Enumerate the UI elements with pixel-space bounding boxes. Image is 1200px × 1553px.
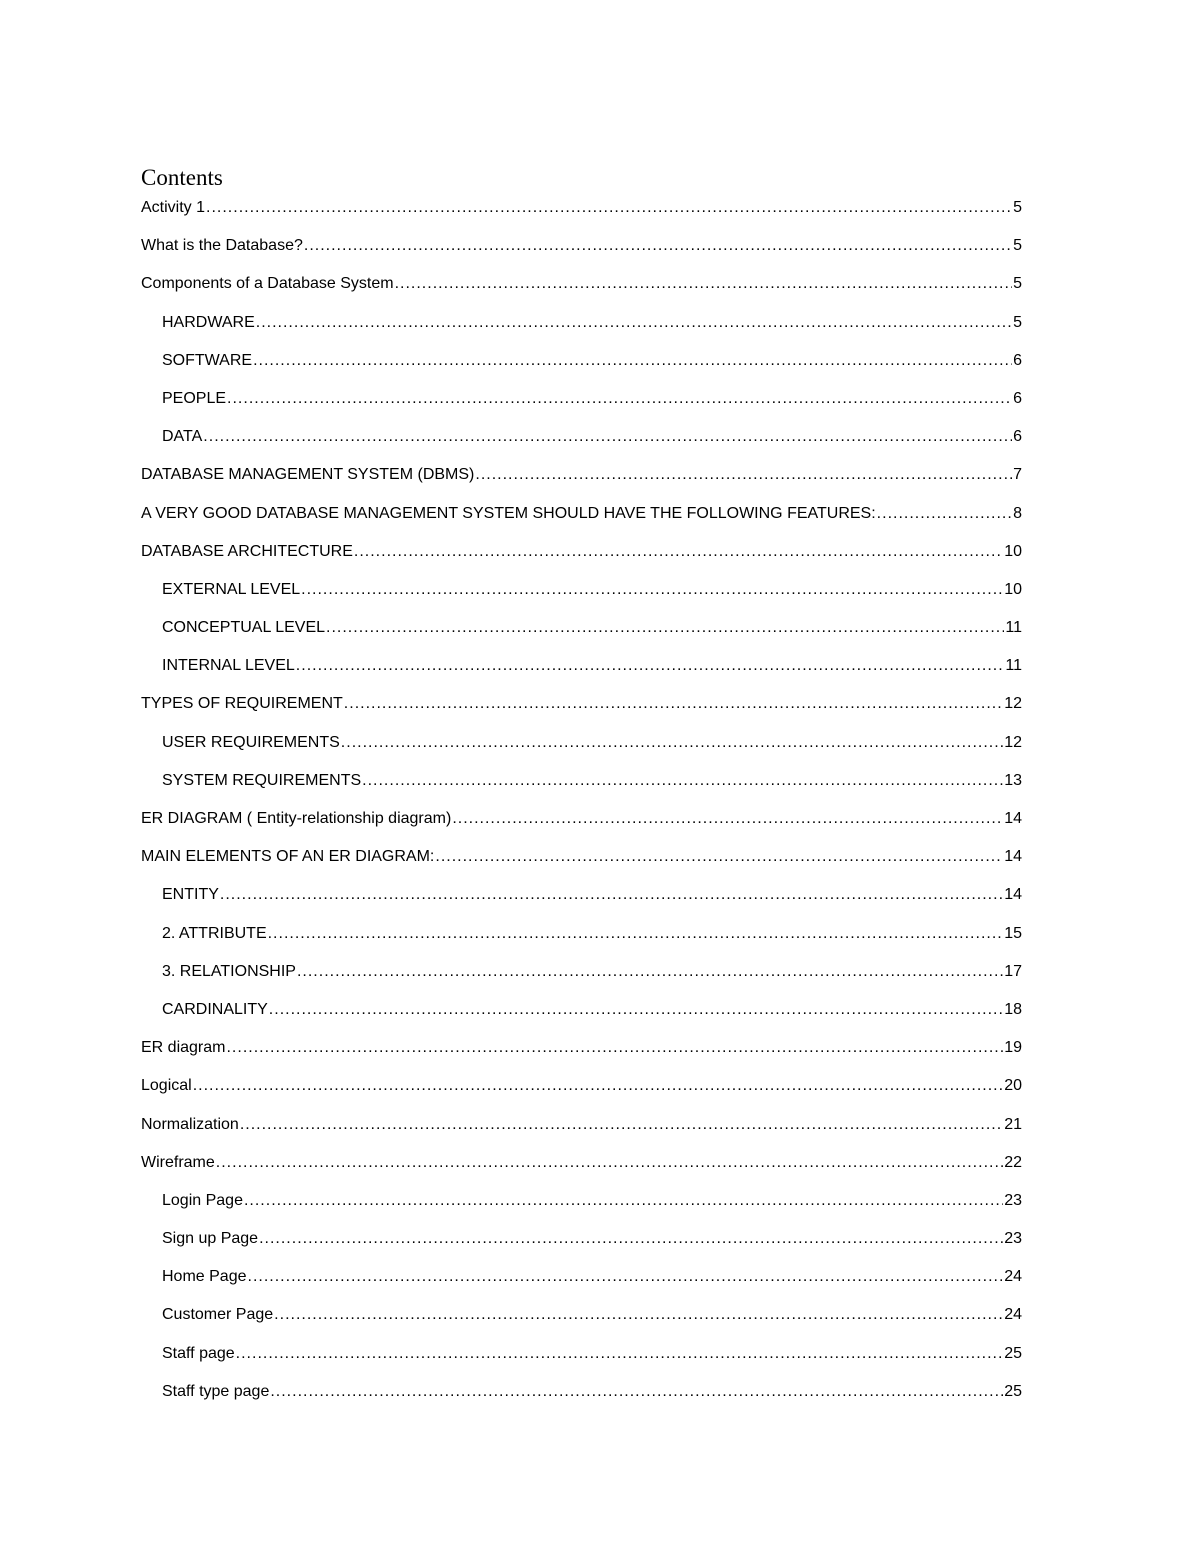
toc-entry[interactable] xyxy=(141,193,1022,231)
toc-dot-leader xyxy=(244,1186,1003,1216)
toc-dot-leader xyxy=(326,613,1004,643)
toc-dot-leader xyxy=(344,689,1003,719)
toc-entry-label: SOFTWARE xyxy=(162,351,253,369)
toc-dot-leader xyxy=(259,1224,1003,1254)
toc-entry-page-number: 6 xyxy=(1013,389,1022,407)
toc-entry[interactable] xyxy=(141,1110,1022,1148)
toc-entry[interactable] xyxy=(141,1339,1022,1377)
toc-dot-leader xyxy=(256,308,1012,338)
toc-entry[interactable] xyxy=(141,689,1022,727)
toc-entry-label: Staff type page xyxy=(162,1382,270,1400)
toc-dot-leader xyxy=(435,842,1003,872)
toc-entry-label: HARDWARE xyxy=(162,313,255,331)
toc-entry-label: MAIN ELEMENTS OF AN ER DIAGRAM: xyxy=(141,848,435,866)
toc-entry-page-number: 11 xyxy=(1005,657,1022,675)
toc-dot-leader xyxy=(253,346,1012,376)
toc-entry-label: ER diagram xyxy=(141,1039,226,1057)
toc-entry-page-number: 14 xyxy=(1004,848,1022,866)
toc-dot-leader xyxy=(269,995,1003,1025)
toc-entry-label: EXTERNAL LEVEL xyxy=(162,580,301,598)
toc-entry-page-number: 11 xyxy=(1005,619,1022,637)
toc-entry-page-number: 23 xyxy=(1004,1230,1022,1248)
toc-entry-page-number: 10 xyxy=(1004,580,1022,598)
toc-entry[interactable] xyxy=(141,1071,1022,1109)
toc-entry[interactable] xyxy=(141,308,1022,346)
toc-entry[interactable] xyxy=(141,499,1022,537)
toc-entry[interactable] xyxy=(141,422,1022,460)
toc-entry-page-number: 13 xyxy=(1004,771,1022,789)
toc-entry-page-number: 12 xyxy=(1004,733,1022,751)
toc-entry[interactable] xyxy=(141,842,1022,880)
toc-entry[interactable] xyxy=(141,1262,1022,1300)
toc-entry-page-number: 5 xyxy=(1013,275,1022,293)
toc-list xyxy=(141,193,1022,1415)
toc-dot-leader xyxy=(452,804,1003,834)
toc-entry[interactable] xyxy=(141,957,1022,995)
toc-entry[interactable] xyxy=(141,804,1022,842)
toc-entry-page-number: 25 xyxy=(1004,1382,1022,1400)
toc-dot-leader xyxy=(216,1148,1003,1178)
toc-entry-page-number: 17 xyxy=(1004,962,1022,980)
toc-entry-page-number: 7 xyxy=(1013,466,1022,484)
toc-entry-label: DATABASE MANAGEMENT SYSTEM (DBMS) xyxy=(141,466,475,484)
toc-entry-label: Activity 1 xyxy=(141,199,206,216)
toc-entry-page-number: 23 xyxy=(1004,1191,1022,1209)
toc-dot-leader xyxy=(248,1262,1004,1292)
toc-entry-page-number: 14 xyxy=(1004,886,1022,904)
toc-entry[interactable] xyxy=(141,537,1022,575)
toc-dot-leader xyxy=(395,269,1013,299)
toc-dot-leader xyxy=(297,957,1003,987)
toc-entry[interactable] xyxy=(141,384,1022,422)
toc-entry[interactable] xyxy=(141,575,1022,613)
toc-entry-page-number: 18 xyxy=(1004,1000,1022,1018)
toc-title: Contents xyxy=(141,165,223,190)
toc-entry-page-number: 5 xyxy=(1013,237,1022,255)
toc-entry-label: DATABASE ARCHITECTURE xyxy=(141,542,353,560)
toc-entry-page-number: 14 xyxy=(1004,810,1022,827)
toc-entry-page-number: 12 xyxy=(1004,695,1022,713)
toc-dot-leader xyxy=(193,1071,1004,1101)
toc-entry-page-number: 5 xyxy=(1013,313,1022,331)
toc-entry[interactable] xyxy=(141,651,1022,689)
toc-dot-leader xyxy=(203,422,1012,452)
toc-entry-label: Wireframe xyxy=(141,1153,215,1171)
toc-entry-page-number: 15 xyxy=(1004,924,1022,942)
toc-entry-label: Home Page xyxy=(162,1268,247,1286)
toc-entry-page-number: 22 xyxy=(1004,1153,1022,1171)
toc-dot-leader xyxy=(270,1377,1003,1407)
toc-dot-leader xyxy=(304,231,1012,261)
toc-entry-page-number: 20 xyxy=(1004,1077,1022,1095)
toc-entry-page-number: 6 xyxy=(1013,351,1022,369)
toc-dot-leader xyxy=(206,193,1012,223)
toc-entry-label: Logical xyxy=(141,1077,192,1095)
toc-entry-page-number: 21 xyxy=(1004,1115,1022,1133)
toc-dot-leader xyxy=(268,919,1004,949)
toc-entry[interactable] xyxy=(141,1300,1022,1338)
toc-entry-label: What is the Database? xyxy=(141,237,303,255)
toc-entry-label: 3. RELATIONSHIP xyxy=(162,962,296,980)
toc-entry-label: SYSTEM REQUIREMENTS xyxy=(162,771,362,789)
toc-entry[interactable] xyxy=(141,346,1022,384)
toc-entry[interactable] xyxy=(141,460,1022,498)
toc-entry[interactable] xyxy=(141,231,1022,269)
toc-dot-leader xyxy=(236,1339,1004,1369)
toc-entry[interactable] xyxy=(141,880,1022,918)
toc-dot-leader xyxy=(341,728,1003,758)
toc-dot-leader xyxy=(274,1300,1003,1330)
toc-dot-leader xyxy=(354,537,1003,567)
toc-entry-label: CONCEPTUAL LEVEL xyxy=(162,619,326,637)
toc-dot-leader xyxy=(475,460,1012,490)
toc-entry-page-number: 19 xyxy=(1004,1039,1022,1057)
toc-entry[interactable] xyxy=(141,1033,1022,1071)
toc-entry-label: TYPES OF REQUIREMENT xyxy=(141,695,343,713)
toc-dot-leader xyxy=(362,766,1003,796)
toc-entry-page-number: 5 xyxy=(1013,199,1022,216)
toc-entry[interactable] xyxy=(141,728,1022,766)
toc-entry[interactable] xyxy=(141,269,1022,307)
toc-entry-label: A VERY GOOD DATABASE MANAGEMENT SYSTEM SHOULD HAVE THE FOLLOWING FEATURES: xyxy=(141,504,876,522)
toc-entry-label: Sign up Page xyxy=(162,1230,259,1248)
toc-dot-leader xyxy=(220,880,1003,910)
toc-entry-label: PEOPLE xyxy=(162,389,227,407)
toc-entry-label: Customer Page xyxy=(162,1306,274,1324)
toc-entry[interactable] xyxy=(141,1377,1022,1415)
toc-entry-label: Login Page xyxy=(162,1191,243,1209)
toc-entry-page-number: 6 xyxy=(1013,428,1022,446)
toc-entry-label: DATA xyxy=(162,428,203,446)
toc-dot-leader xyxy=(296,651,1005,681)
toc-dot-leader xyxy=(301,575,1003,605)
toc-entry[interactable] xyxy=(141,1148,1022,1186)
toc-entry[interactable] xyxy=(141,613,1022,651)
toc-entry-page-number: 10 xyxy=(1004,542,1022,560)
toc-dot-leader xyxy=(877,499,1012,529)
toc-entry[interactable] xyxy=(141,919,1022,957)
toc-entry-label: ENTITY xyxy=(162,886,219,904)
toc-entry[interactable] xyxy=(141,995,1022,1033)
toc-entry-label: Staff page xyxy=(162,1344,235,1362)
toc-entry-page-number: 24 xyxy=(1004,1306,1022,1324)
toc-entry-label: INTERNAL LEVEL xyxy=(162,657,295,675)
toc-entry-label: USER REQUIREMENTS xyxy=(162,733,340,751)
toc-dot-leader xyxy=(226,1033,1003,1063)
toc-entry-label: ER DIAGRAM ( Entity-relationship diagram) xyxy=(141,810,452,827)
toc-entry-page-number: 25 xyxy=(1004,1344,1022,1362)
toc-entry-label: Normalization xyxy=(141,1115,239,1133)
toc-entry-page-number: 24 xyxy=(1004,1268,1022,1286)
toc-entry[interactable] xyxy=(141,766,1022,804)
toc-entry[interactable] xyxy=(141,1186,1022,1224)
toc-entry-label: CARDINALITY xyxy=(162,1000,268,1018)
toc-dot-leader xyxy=(240,1110,1003,1140)
toc-entry-page-number: 8 xyxy=(1013,504,1022,522)
toc-entry-label: Components of a Database System xyxy=(141,275,394,293)
toc-entry[interactable] xyxy=(141,1224,1022,1262)
toc-entry-label: 2. ATTRIBUTE xyxy=(162,924,267,942)
toc-dot-leader xyxy=(227,384,1012,414)
